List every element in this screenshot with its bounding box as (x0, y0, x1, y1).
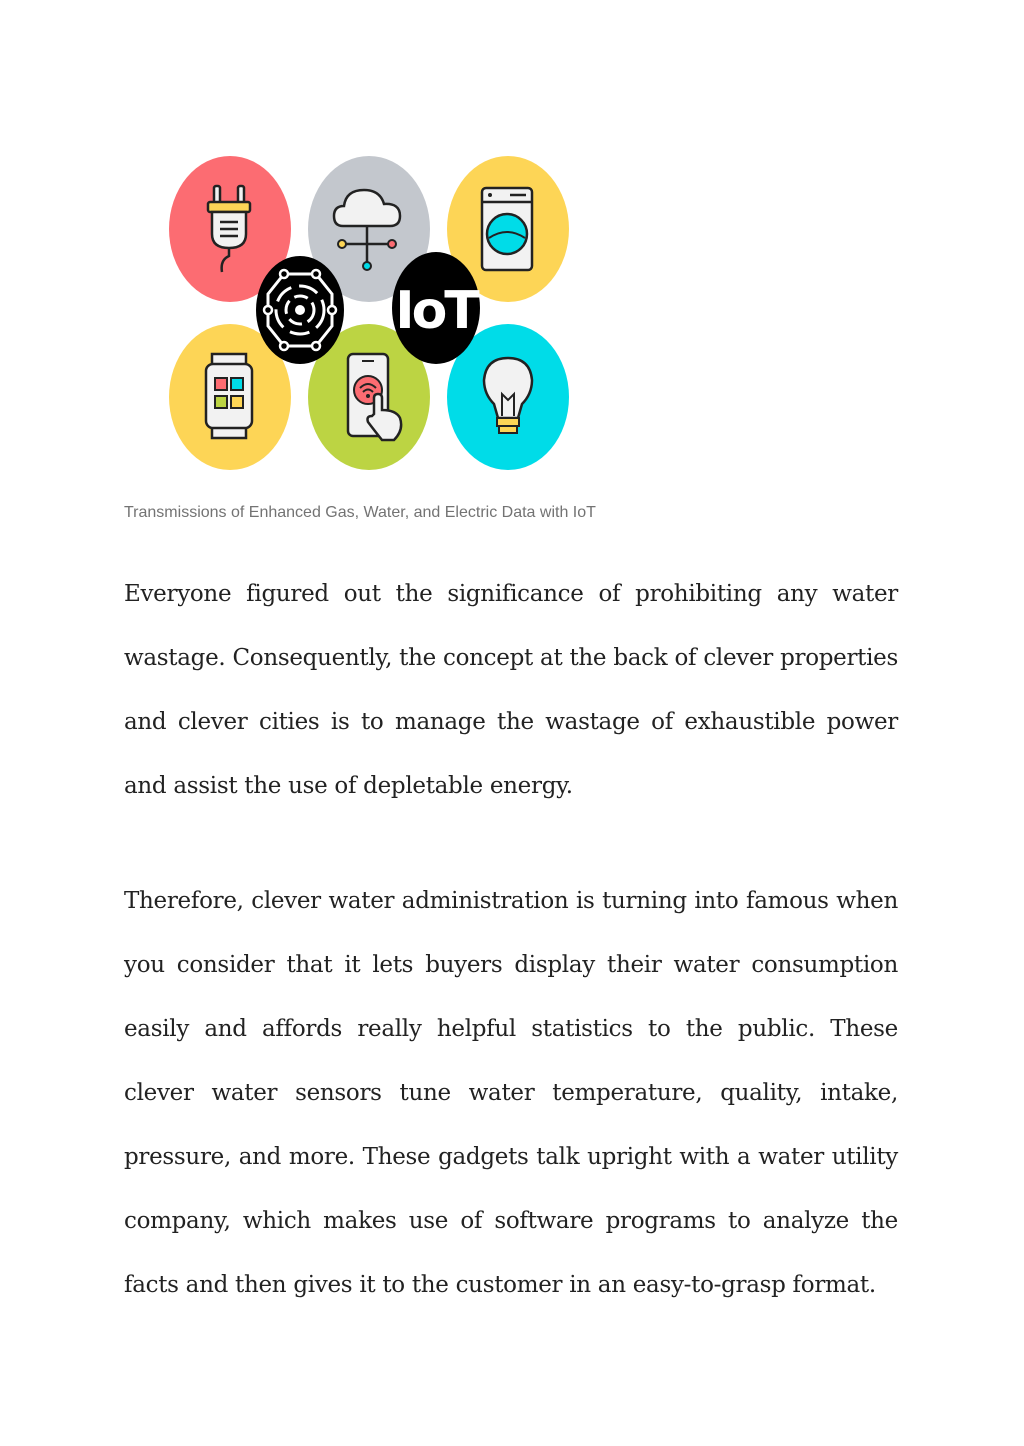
iot-badge-icon (392, 252, 480, 364)
iot-badge-text: IoT (395, 281, 477, 341)
figure-caption: Transmissions of Enhanced Gas, Water, and Electric Data with IoT (124, 504, 596, 521)
paragraph-1: Everyone figured out the significance of prohibiting any water wastage. Consequently, the concept at the back of clever properties and clever cities is to manage the wastage of exhaustible power and assist the use of depletable energy. (124, 581, 898, 799)
paragraph-2: Therefore, clever water administration is turning into famous when you consider that it lets buyers display their water consumption easily and affords really helpful statistics to the public. These clever water sensors tune water temperature, quality, intake, pressure, and more. These gadgets talk upright with a water utility company, which makes use of software programs to analyze the facts and then gives it to the customer in an easy-to-grasp format. (124, 888, 898, 1298)
circuit-chip-icon (256, 256, 344, 364)
iot-illustration (160, 148, 580, 478)
